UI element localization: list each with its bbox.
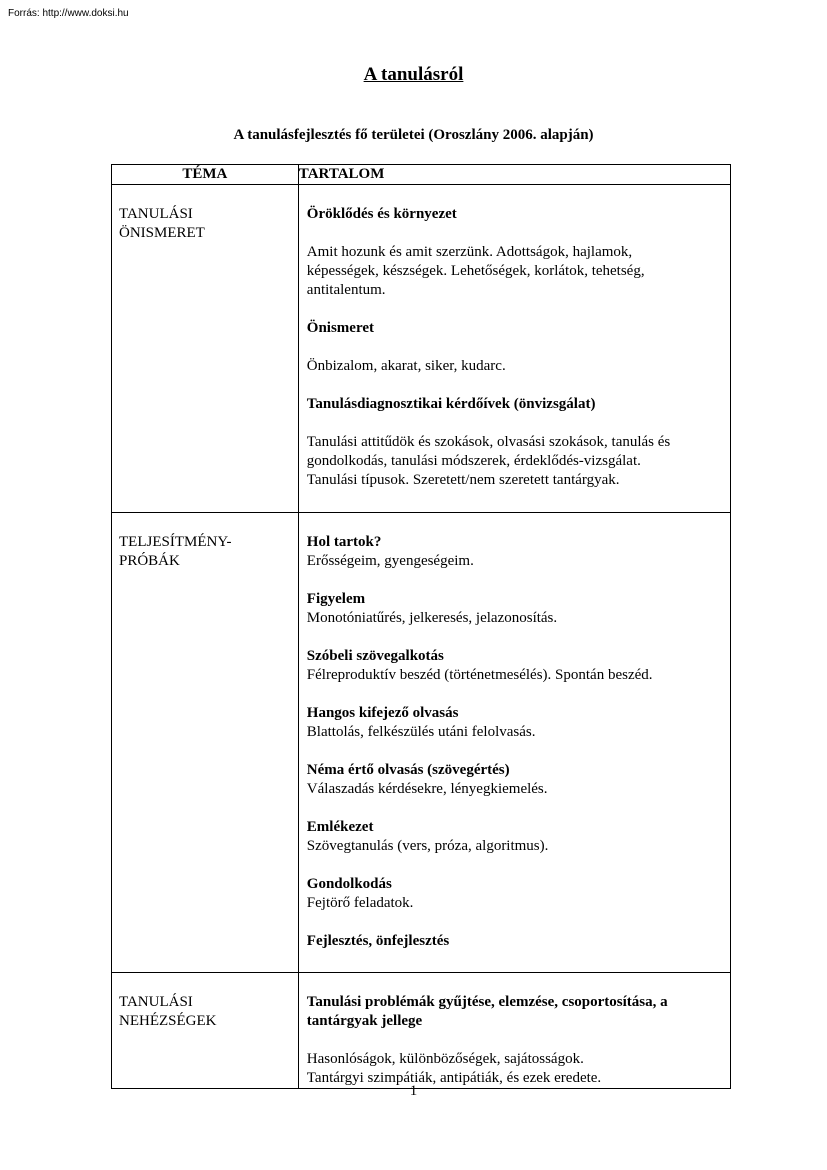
section-body: Blattolás, felkészülés utáni felolvasás.: [306, 724, 536, 740]
section-heading: Szóbeli szövegalkotás: [306, 648, 444, 664]
section-heading: Hol tartok?: [306, 534, 382, 550]
topic-line: TELJESÍTMÉNY-: [119, 534, 232, 550]
table-row: [112, 973, 731, 1089]
table-row: [112, 185, 731, 513]
header-tema: TÉMA: [112, 165, 299, 185]
section-heading: Emlékezet: [306, 819, 374, 835]
section-heading: Figyelem: [306, 591, 366, 607]
section-body: Monotóniatűrés, jelkeresés, jelazonosítás.: [306, 610, 558, 626]
section-body: Félreproduktív beszéd (történetmesélés). Spontán beszéd.: [306, 667, 653, 683]
topics-table: [111, 164, 731, 1089]
topic-line: PRÓBÁK: [119, 553, 180, 569]
content-cell: [298, 513, 730, 973]
topic-line: TANULÁSI: [119, 994, 193, 1010]
topic-cell: [112, 973, 299, 1089]
table-header-row: [112, 165, 731, 185]
section-heading: Hangos kifejező olvasás: [306, 705, 459, 721]
content-cell: [298, 973, 730, 1089]
topic-line: TANULÁSI: [119, 206, 193, 222]
section-body: antitalentum.: [306, 282, 386, 298]
section-body: gondolkodás, tanulási módszerek, érdeklődés-vizsgálat.: [306, 453, 641, 469]
table-row: [112, 513, 731, 973]
section-heading: Gondolkodás: [306, 876, 392, 892]
section-heading: Öröklődés és környezet: [306, 206, 457, 222]
section-body: képességek, készségek. Lehetőségek, korlátok, tehetség,: [306, 263, 645, 279]
section-body: Amit hozunk és amit szerzünk. Adottságok, hajlamok,: [306, 244, 633, 260]
section-body: Tanulási típusok. Szeretett/nem szeretett tantárgyak.: [306, 472, 620, 488]
section-body: Önbizalom, akarat, siker, kudarc.: [306, 358, 506, 374]
page-title: A tanulásról: [363, 64, 464, 85]
section-heading: Tanulási problémák gyűjtése, elemzése, csoportosítása, a: [306, 994, 668, 1010]
section-heading: Tanulásdiagnosztikai kérdőívek (önvizsgálat): [306, 396, 596, 412]
section-heading: Fejlesztés, önfejlesztés: [306, 933, 450, 949]
content-cell: [298, 185, 730, 513]
topic-line: ÖNISMERET: [119, 225, 205, 241]
page-number: 1: [409, 1083, 418, 1099]
topic-line: NEHÉZSÉGEK: [119, 1013, 217, 1029]
section-body: Erősségeim, gyengeségeim.: [306, 553, 474, 569]
topic-cell: [112, 185, 299, 513]
section-body: Hasonlóságok, különbözőségek, sajátosságok.: [306, 1051, 584, 1067]
section-heading: tantárgyak jellege: [306, 1013, 423, 1029]
topic-cell: [112, 513, 299, 973]
section-body: Tantárgyi szimpátiák, antipátiák, és ezek eredete.: [306, 1070, 602, 1086]
section-body: Tanulási attitűdök és szokások, olvasási szokások, tanulás és: [306, 434, 671, 450]
page-subtitle: A tanulásfejlesztés fő területei (Oroszlány 2006. alapján): [233, 127, 594, 143]
section-body: Szövegtanulás (vers, próza, algoritmus).: [306, 838, 549, 854]
source-line: Forrás: http://www.doksi.hu: [8, 8, 129, 19]
section-body: Fejtörő feladatok.: [306, 895, 414, 911]
section-heading: Néma értő olvasás (szövegértés): [306, 762, 510, 778]
header-tartalom: TARTALOM: [298, 165, 730, 185]
section-heading: Önismeret: [306, 320, 375, 336]
section-body: Válaszadás kérdésekre, lényegkiemelés.: [306, 781, 548, 797]
